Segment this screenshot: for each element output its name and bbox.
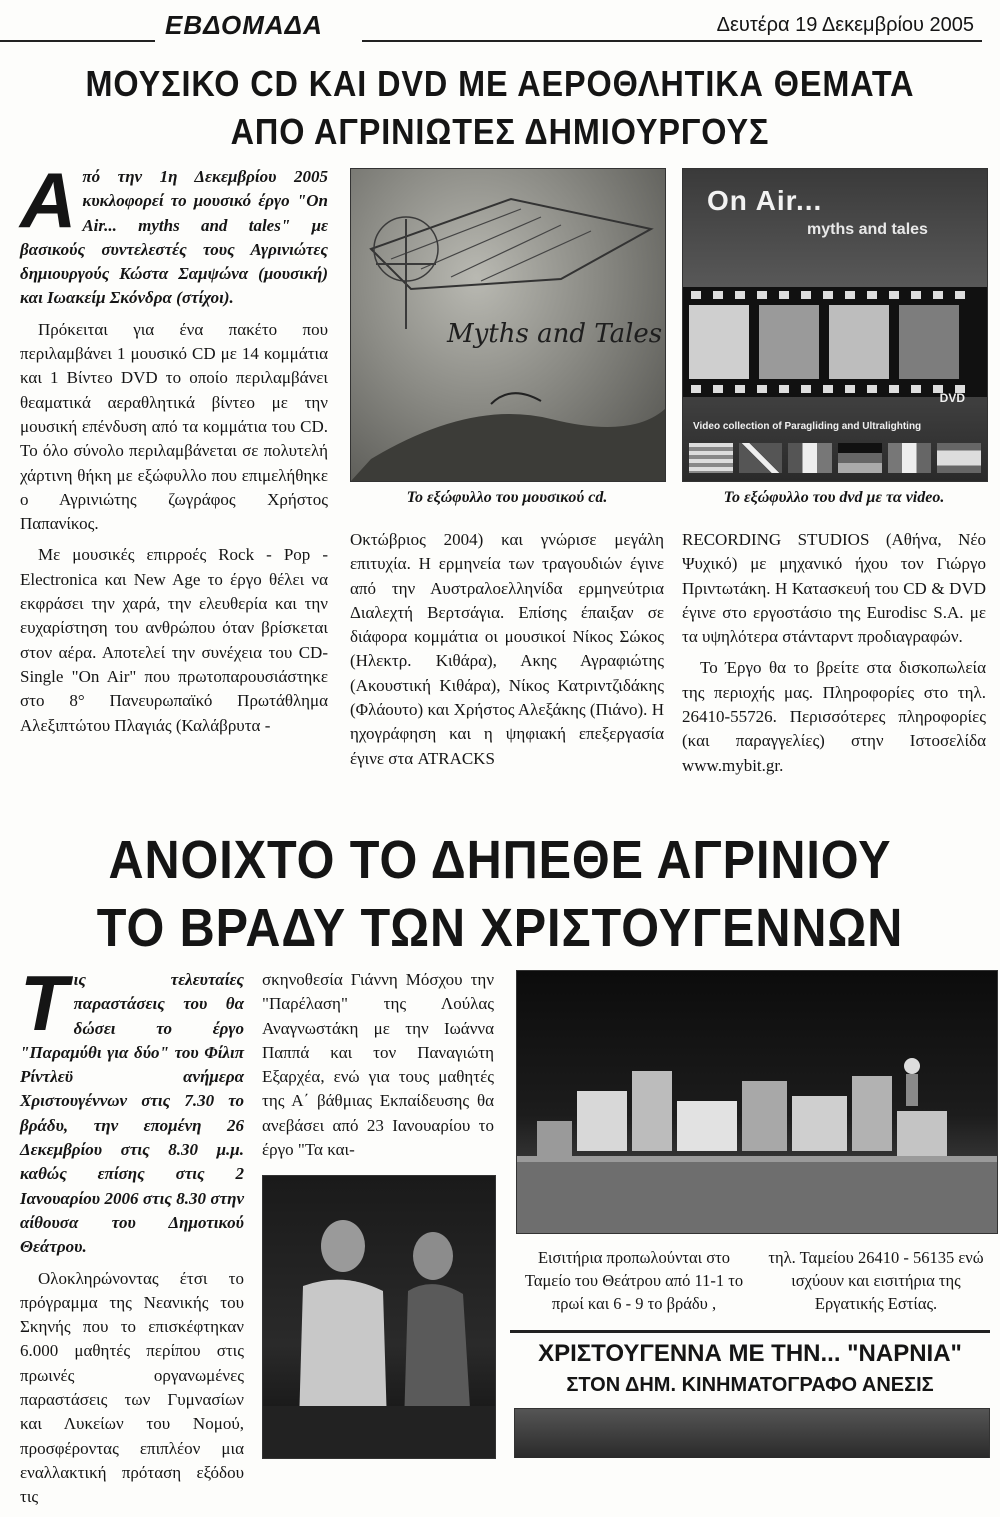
cd-cover-caption: Το εξώφυλλο του μουσικού cd.: [406, 489, 608, 506]
ticket-info-left: [518, 1246, 750, 1322]
cd-cover-title: Myths and Tales: [447, 319, 663, 349]
article1-dropcap: Α: [20, 156, 77, 244]
ticket-info-right-text: τηλ. Ταμείου 26410 - 56135 ενώ ισχύουν και εισιτήρια της Εργατικής Εστίας.: [768, 1248, 984, 1313]
ticket-info-right: [760, 1246, 992, 1322]
article2-column2: [262, 968, 494, 1169]
theatre-actors-illustration: [263, 1176, 495, 1458]
article1-column3-text-b: Το Έργο θα το βρείτε στα δισκοπωλεία της περιοχής μας. Πληροφορίες στο τηλ. 26410-55726. Περισσότερες πληροφορίες (και παραγγελίες) στην Ιστοσελίδα www.mybit.gr.: [682, 658, 986, 775]
masthead-rule-right: [362, 40, 982, 42]
article1-lead: πό την 1η Δεκεμβρίου 2005 κυκλοφορεί το μουσικό έργο "On Air... myths and tales" με βασικούς συντελεστές τους Αγρινιώτες δημιουργούς Κώστα Σαμψώνα (μουσική) και Ιωακείμ Σκόνδρα (στίχοι).: [20, 167, 328, 308]
article2-column2-text: σκηνοθεσία Γιάννη Μόσχου την "Παρέλαση" της Λούλας Αναγνωστάκη με την Ιωάννα Παππά και τον Παναγιώτη Εξαρχέα, ενώ για τους μαθητές της Α΄ βάθμιας Εκπαίδευσης θα ανεβάσει από 23 Ιανουαρίου το έργο "Τα και-: [262, 970, 494, 1160]
issue-date: Δευτέρα 19 Δεκεμβρίου 2005: [716, 14, 974, 36]
dvd-cover-image: [682, 168, 988, 482]
germany-flag-icon: [838, 443, 882, 473]
masthead-rule-left: [0, 40, 155, 42]
theatre-stage-photo: [516, 970, 998, 1234]
uk-flag-icon: [739, 443, 783, 473]
article1-paragraph2: Πρόκειται για ένα πακέτο που περιλαμβάνει 1 μουσικό CD με 14 κομμάτια και 1 Βίντεο DVD το οποίο περιλαμβάνει θεαματικά αεραθλητικά βίντεο με την μουσική επένδυση από τα κομμάτια του CD. Το όλο σύνολο περιλαμβάνεται σε πολυτελή χάρτινη θήκη με εξώφυλλο που επιμελήθηκε ο Αγρινιώτης ζωγράφος Χρήστος Παπανίκος.: [20, 319, 328, 534]
article3-headline-line2: ΣΤΟΝ ΔΗΜ. ΚΙΝΗΜΑΤΟΓΡΑΦΟ ΑΝΕΣΙΣ: [566, 1374, 934, 1396]
greek-flag-icon: [689, 443, 733, 473]
article2-paragraph2: Ολοκληρώνοντας έτσι το πρόγραμμα της Νεανικής του Σκηνής που το επισκέφτηκαν 6.000 μαθητές περίπου στις πρωινές οργανωμένες παραστάσεις των Γυμνασίων και Λυκείων του Νομού, προσφέροντας επιπλέον μια εναλλακτική πρόταση εξόδου τις: [20, 1268, 244, 1507]
article1-column2: [350, 528, 664, 778]
article2-headline-line1: ΑΝΟΙΧΤΟ ΤΟ ΔΗΠΕΘΕ ΑΓΡΙΝΙΟΥ: [108, 830, 892, 890]
dvd-logo: DVD: [939, 391, 965, 405]
article3-top-rule: [510, 1330, 990, 1333]
stage-set-illustration: [517, 971, 997, 1233]
france-flag-icon: [788, 443, 832, 473]
article1-headline-line2: ΑΠΟ ΑΓΡΙΝΙΩΤΕΣ ΔΗΜΙΟΥΡΓΟΥΣ: [230, 111, 770, 152]
article2-dropcap: Τ: [20, 959, 68, 1047]
ticket-info-left-text: Εισιτήρια προπωλούνται στο Ταμείο του Θεάτρου από 11-1 το πρωί και 6 - 9 το βράδυ ,: [524, 1248, 744, 1313]
article1-column3-text-a: RECORDING STUDIOS (Αθήνα, Νέο Ψυχικό) με μηχανικό ήχου τον Γιώργο Πριντωτάκη. Η Κατασκευή του CD & DVD έγινε στο εργοστάσιο της Eurodisc S.A. με τα υψηλότερα στάνταρντ προδιαγραφών.: [682, 530, 986, 647]
cd-cover-image: [350, 168, 666, 482]
article1-headline-line1: ΜΟΥΣΙΚΟ CD ΚΑΙ DVD ΜΕ ΑΕΡΟΘΛΗΤΙΚΑ ΘΕΜΑΤΑ: [85, 63, 915, 104]
spain-flag-icon: [937, 443, 981, 473]
language-flags: [689, 443, 981, 473]
dvd-strapline: Video collection of Paragliding and Ultralighting: [693, 421, 922, 432]
article1-paragraph3: Με μουσικές επιρροές Rock - Pop - Electronica και New Age το έργο θέλει να εκφράσει την χαρά, την ελευθερία και την ευχαρίστηση του ανθρώπου όταν βρίσκεται στον αέρα. Αποτελεί την συνέχεια του CD-Single "On Air" που πρωτοπαρουσιάστηκε στο 8° Πανευρωπαϊκό Πρωτάθλημα Αλεξιπτώτου Πλαγιάς (Καλάβρυτα -: [20, 545, 328, 735]
article2-column1: [20, 959, 244, 1517]
dvd-cover-title: On Air...: [707, 185, 823, 216]
article1-column3: [682, 528, 986, 785]
article2-lead: ις τελευταίες παραστάσεις του θα δώσει το έργο "Παραμύθι για δύο" του Φίλιπ Ρίντλεϋ ανήμερα Χριστουγέννων στις 7.30 το βράδυ, την επομένη 26 Δεκεμβρίου στις 8.30 μ.μ. καθώς επίσης στις 2 Ιανουαρίου 2006 στις 8.30 στην αίθουσα του Δημοτικού Θεάτρου.: [20, 970, 244, 1257]
italy-flag-icon: [888, 443, 932, 473]
article1-column1: [20, 156, 328, 745]
masthead-title: ΕΒΔΟΜΑΔΑ: [165, 10, 323, 40]
article2-headline-line2: ΤΟ ΒΡΑΔΥ ΤΩΝ ΧΡΙΣΤΟΥΓΕΝΝΩΝ: [96, 898, 904, 958]
article1-column2-text: Οκτώβριος 2004) και γνώρισε μεγάλη επιτυχία. Η ερμηνεία των τραγουδιών έγινε από την Αυστραλοελληνίδα ερμηνεύτρια Διαλεχτή Βερτσάγια. Επίσης έπαιξαν σε διάφορα κομμάτια οι μουσικοί Νίκος Σώκος (Ηλεκτρ. Κιθάρα), Ακης Αγραφιώτης (Ακουστική Κιθάρα), Νίκος Κατριντζιδάκης (Φλάουτο) και Χρήστος Αλεξάκης (Πιάνο). Η ηχογράφηση και η ψηφιακή επεξεργασία έγινε στα ATRACKS: [350, 530, 664, 768]
theatre-actors-photo: [262, 1175, 496, 1459]
dvd-cover-subtitle: myths and tales: [807, 221, 928, 238]
article3-headline-line1: ΧΡΙΣΤΟΥΓΕΝΝΑ ΜΕ ΤΗΝ... "ΝΑΡΝΙΑ": [538, 1340, 962, 1367]
dvd-cover-caption: Το εξώφυλλο του dvd με τα video.: [723, 489, 945, 506]
narnia-photo: [514, 1408, 990, 1458]
